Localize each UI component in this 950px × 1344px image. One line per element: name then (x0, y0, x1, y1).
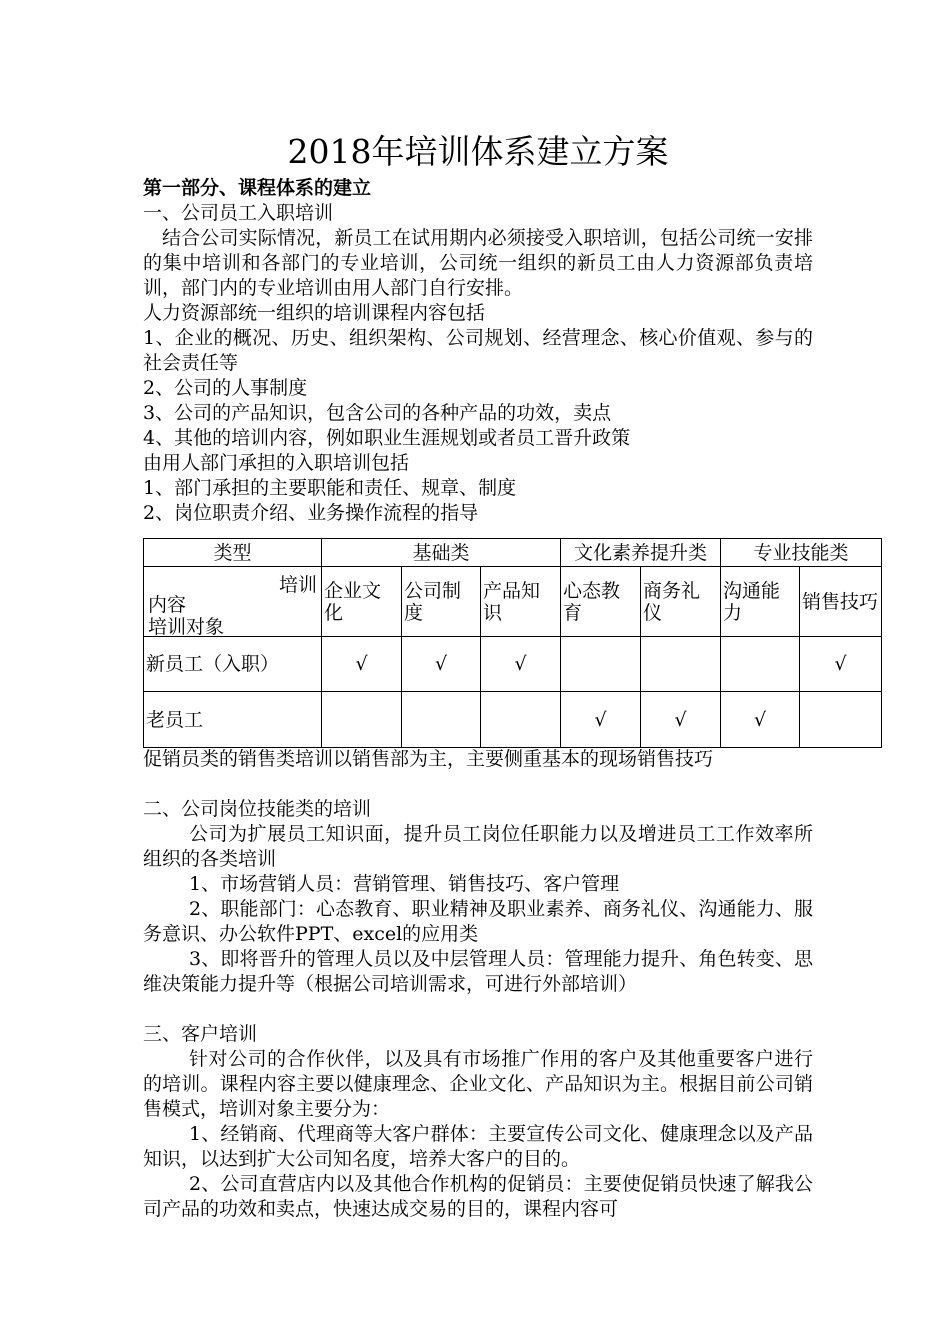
check-cell: √ (800, 637, 882, 692)
course-header: 公司制度 (402, 567, 481, 637)
check-cell: √ (561, 692, 641, 748)
part-heading: 第一部分、课程体系的建立 (143, 177, 372, 199)
check-cell: √ (481, 637, 561, 692)
after-table-note: 促销员类的销售类培训以销售部为主，主要侧重基本的现场销售技巧 (143, 748, 714, 770)
course-header: 销售技巧 (800, 567, 882, 637)
list-item: 1、市场营销人员：营销管理、销售技巧、客户管理 (189, 873, 620, 895)
row-label: 新员工（入职） (144, 637, 322, 692)
hr-item: 4、其他的培训内容，例如职业生涯规划或者员工晋升政策 (143, 427, 631, 449)
group-header: 文化素养提升类 (561, 539, 721, 567)
hr-item: 3、公司的产品知识，包含公司的各种产品的功效，卖点 (143, 402, 612, 424)
check-cell (641, 637, 721, 692)
dept-item: 2、岗位职责介绍、业务操作流程的指导 (143, 502, 479, 524)
check-cell: √ (322, 637, 402, 692)
course-header: 产品知识 (481, 567, 561, 637)
course-header: 心态教育 (561, 567, 641, 637)
check-cell: √ (721, 692, 800, 748)
section-intro: 针对公司的合作伙伴，以及具有市场推广作用的客户及其他重要客户进行的培训。课程内容主要以健康理念、企业文化、产品知识为主。根据目前公司销售模式，培训对象主要分为： (143, 1048, 813, 1120)
dept-item: 1、部门承担的主要职能和责任、规章、制度 (143, 477, 517, 499)
check-cell (322, 692, 402, 748)
hr-item: 1、企业的概况、历史、组织架构、公司规划、经营理念、核心价值观、参与的社会责任等 (143, 327, 813, 374)
section-2-3 (143, 747, 813, 1222)
group-header: 基础类 (322, 539, 561, 567)
section-heading: 三、客户培训 (143, 1023, 258, 1045)
check-cell (721, 637, 800, 692)
section-1 (143, 176, 813, 526)
table-row (144, 637, 882, 692)
document-title: 2018年培训体系建立方案 (287, 132, 669, 171)
check-cell (800, 692, 882, 748)
list-item: 3、即将晋升的管理人员以及中层管理人员：管理能力提升、角色转变、思维决策能力提升等（根据公司培训需求，可进行外部培训） (143, 948, 813, 995)
check-cell (561, 637, 641, 692)
check-cell (402, 692, 481, 748)
dept-label: 由用人部门承担的入职培训包括 (143, 452, 410, 474)
diag-label-mid: 内容 (148, 593, 187, 616)
check-cell (481, 692, 561, 748)
course-header: 企业文化 (322, 567, 402, 637)
list-item: 2、公司直营店内以及其他合作机构的促销员：主要使促销员快速了解我公司产品的功效和卖点，快速达成交易的目的，课程内容可 (143, 1173, 813, 1220)
training-table (143, 538, 882, 748)
diag-label-top: 培训 (278, 573, 317, 596)
group-header: 专业技能类 (721, 539, 882, 567)
list-item: 2、职能部门：心态教育、职业精神及职业素养、商务礼仪、沟通能力、服务意识、办公软件PPT、excel的应用类 (143, 898, 813, 945)
hr-item: 2、公司的人事制度 (143, 377, 308, 399)
section-intro: 结合公司实际情况，新员工在试用期内必须接受入职培训，包括公司统一安排的集中培训和各部门的专业培训，公司统一组织的新员工由人力资源部负责培训，部门内的专业培训由用人部门自行安排。 (143, 227, 813, 299)
type-header: 类型 (144, 539, 322, 567)
list-item: 1、经销商、代理商等大客户群体：主要宣传公司文化、健康理念以及产品知识，以达到扩大公司知名度，培养大客户的目的。 (143, 1123, 813, 1170)
check-cell: √ (402, 637, 481, 692)
diag-label-bottom: 培训对象 (148, 615, 225, 638)
course-header: 沟通能力 (721, 567, 800, 637)
hr-label: 人力资源部统一组织的培训课程内容包括 (143, 302, 486, 324)
row-label: 老员工 (144, 692, 322, 748)
section-intro: 公司为扩展员工知识面，提升员工岗位任职能力以及增进员工工作效率所组织的各类培训 (143, 823, 813, 870)
check-cell: √ (641, 692, 721, 748)
course-header: 商务礼仪 (641, 567, 721, 637)
section-heading: 二、公司岗位技能类的培训 (143, 798, 372, 820)
diagonal-header-cell (144, 567, 322, 637)
section-heading: 一、公司员工入职培训 (143, 202, 334, 224)
table-row (144, 692, 882, 748)
